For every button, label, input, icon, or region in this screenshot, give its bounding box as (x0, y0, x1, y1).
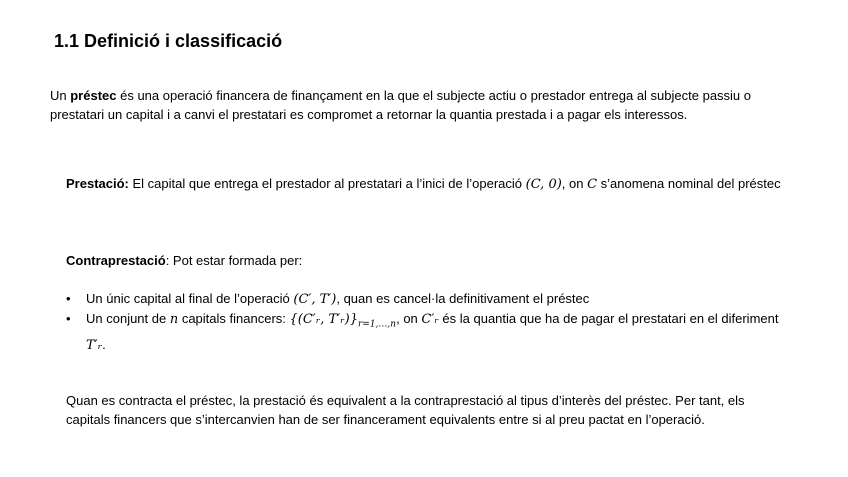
contraprestacio-text: : Pot estar formada per: (165, 253, 303, 268)
prestacio-colon: : (124, 176, 129, 191)
contraprestacio-list (66, 289, 791, 355)
contraprestacio-term: Contraprestació (66, 253, 166, 268)
bullet-2-math-n: n (169, 312, 179, 327)
list-item (66, 309, 791, 355)
intro-text-after: és una operació financera de finançament en la que el subjecte actiu o prestador entrega al subjecte passiu o prestatari un capital i a canvi el prestatari es compromet a retornar la quantia prestada i a pagar els interessos. (50, 88, 752, 122)
intro-term-prestec: préstec (70, 88, 117, 103)
prestacio-text-2: , on (561, 176, 588, 191)
bullet-2-math-c: C′ᵣ (421, 312, 439, 327)
prestacio-term: Prestació (66, 176, 125, 191)
section-title: 1.1 Definició i classificació (54, 31, 283, 51)
bullet-2-math-set-sub: r=1,…,n (358, 319, 397, 330)
bullet-1-text-2: , quan es cancel·la definitivament el préstec (336, 291, 590, 306)
bullet-1-text-1: Un únic capital al final de l’operació (86, 291, 294, 306)
contraprestacio-paragraph (66, 251, 791, 270)
intro-text-before: Un (50, 88, 71, 103)
intro-paragraph (50, 86, 785, 124)
prestacio-paragraph (66, 174, 791, 194)
bullet-glyph: • (66, 311, 71, 326)
bullet-2-math-t: T′ᵣ (86, 337, 103, 353)
bullet-1-math: (C′, T′) (293, 292, 337, 307)
prestacio-math-capital: (C, 0) (525, 177, 562, 192)
bullet-glyph: • (66, 291, 71, 306)
list-item (66, 289, 791, 309)
prestacio-text-3: s’anomena nominal del préstec (597, 176, 781, 191)
closing-paragraph: Quan es contracta el préstec, la prestació és equivalent a la contraprestació al tipus d’interès del préstec. Per tant, els capitals financers que s’intercanvien han de ser financerament equivalents entre si al preu pactat en l’operació. (66, 393, 745, 427)
bullet-2-text-5: . (102, 336, 106, 352)
bullet-2-math-set: {(C′ᵣ, T′ᵣ)} (289, 312, 358, 327)
prestacio-math-c: C (587, 177, 598, 192)
bullet-2-text-1: Un conjunt de (86, 311, 170, 326)
bullet-2-text-4: és la quantia que ha de pagar el prestatari en el diferiment (438, 311, 779, 326)
bullet-2-text-2: capitals financers: (178, 311, 290, 326)
prestacio-text-1: El capital que entrega el prestador al prestatari a l’inici de l’operació (128, 176, 526, 191)
bullet-2-text-3: , on (396, 311, 422, 326)
